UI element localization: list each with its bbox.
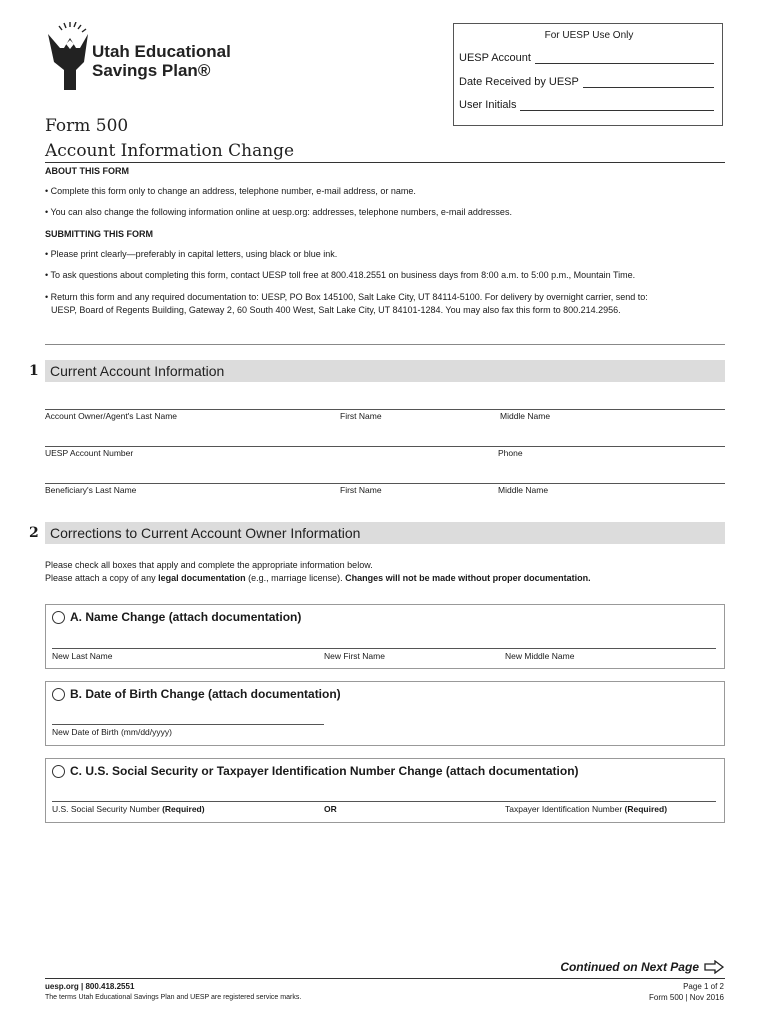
about-rule xyxy=(45,344,725,345)
date-received-label: Date Received by UESP xyxy=(459,76,579,88)
uesp-account-label: UESP Account xyxy=(459,52,531,64)
submitting-bullet-3: • Return this form and any required documentation to: UESP, PO Box 145100, Salt Lake City, UT 84114-5100. For delivery by overnight carrier, send to: xyxy=(45,292,648,302)
new-dob-label: New Date of Birth (mm/dd/yyyy) xyxy=(52,727,172,737)
about-bullet-1: • Complete this form only to change an address, telephone number, e-mail address, or name. xyxy=(45,186,416,196)
new-middle-label: New Middle Name xyxy=(505,651,575,661)
section-2-intro-1: Please check all boxes that apply and complete the appropriate information below. xyxy=(45,560,373,570)
form-title-text: Account Information Change xyxy=(45,141,295,161)
ssn-tin-line[interactable] xyxy=(52,801,716,802)
logo-line2: Savings Plan® xyxy=(92,61,211,80)
account-phone-line[interactable] xyxy=(45,446,725,447)
about-bullet-2: • You can also change the following information online at uesp.org: addresses, telephone numbers, e-mail addresses. xyxy=(45,207,512,217)
dob-change-title-text: B. Date of Birth Change (attach documentation) xyxy=(70,687,341,701)
owner-middle-label: Middle Name xyxy=(500,411,551,421)
section-1-bar xyxy=(45,360,725,382)
phone-label: Phone xyxy=(498,448,523,458)
section-2-bar xyxy=(45,522,725,544)
name-change-box xyxy=(45,604,725,669)
submitting-bullet-1: • Please print clearly—preferably in capital letters, using black or blue ink. xyxy=(45,249,338,259)
ssn-change-radio[interactable] xyxy=(52,765,65,778)
logo-text xyxy=(92,42,231,80)
form-number: Form 500 xyxy=(45,116,129,136)
tin-label-text: Taxpayer Identification Number xyxy=(505,804,625,814)
ssn-label xyxy=(52,804,205,814)
beneficiary-name-line[interactable] xyxy=(45,483,725,484)
tin-required: (Required) xyxy=(624,804,668,814)
continued-next-page xyxy=(560,960,724,974)
submitting-bullet-2: • To ask questions about completing this form, contact UESP toll free at 800.418.2551 on business days from 8:00 a.m. to 5:00 p.m., Mountain Time. xyxy=(45,270,636,280)
new-first-label: New First Name xyxy=(324,651,385,661)
intro2-text-b: legal documentation xyxy=(158,573,246,583)
logo-line1: Utah Educational xyxy=(92,42,231,61)
ssn-change-title-text: C. U.S. Social Security or Taxpayer Identification Number Change (attach documentation) xyxy=(70,764,579,778)
submitting-bullet-3-cont: UESP, Board of Regents Building, Gateway 2, 60 South 400 West, Salt Lake City, UT 84101-1284. You may also fax this form to 800.214.2956. xyxy=(51,305,621,315)
intro2-text-a: Please attach a copy of any xyxy=(45,573,159,583)
new-name-line[interactable] xyxy=(52,648,716,649)
user-initials-label: User Initials xyxy=(459,99,517,111)
ssn-label-text: U.S. Social Security Number xyxy=(52,804,163,814)
footer-rule xyxy=(45,978,725,979)
beneficiary-last-label: Beneficiary's Last Name xyxy=(45,485,137,495)
section-1-title: Current Account Information xyxy=(50,363,225,379)
uesp-use-only-box xyxy=(453,23,723,126)
section-2-number: 2 xyxy=(29,525,39,541)
footer-trademark: The terms Utah Educational Savings Plan and UESP are registered service marks. xyxy=(45,994,302,1001)
title-rule xyxy=(45,162,725,163)
or-label: OR xyxy=(324,804,337,814)
new-last-label: New Last Name xyxy=(52,651,113,661)
dob-change-title[interactable] xyxy=(52,687,341,701)
section-1-number: 1 xyxy=(29,363,39,379)
intro2-text-c: (e.g., marriage license). xyxy=(245,573,346,583)
beneficiary-first-label: First Name xyxy=(340,485,382,495)
account-number-label: UESP Account Number xyxy=(45,448,134,458)
tin-label xyxy=(505,804,667,814)
arrow-right-icon xyxy=(704,960,724,974)
uesp-account-field[interactable] xyxy=(459,52,714,64)
footer-page: Page 1 of 2 xyxy=(683,982,724,991)
user-initials-field[interactable] xyxy=(459,99,714,111)
owner-last-label: Account Owner/Agent's Last Name xyxy=(45,411,178,421)
form-title xyxy=(45,114,294,164)
continued-text: Continued on Next Page xyxy=(560,960,699,974)
name-change-title-text: A. Name Change (attach documentation) xyxy=(70,610,302,624)
about-heading: ABOUT THIS FORM xyxy=(45,166,129,176)
date-received-field[interactable] xyxy=(459,76,714,88)
section-2-title: Corrections to Current Account Owner Information xyxy=(50,525,361,541)
ssn-change-box xyxy=(45,758,725,823)
new-dob-line[interactable] xyxy=(52,724,324,725)
dob-change-radio[interactable] xyxy=(52,688,65,701)
intro2-text-d: Changes will not be made without proper documentation. xyxy=(345,573,591,583)
name-change-title[interactable] xyxy=(52,610,301,624)
beneficiary-middle-label: Middle Name xyxy=(498,485,549,495)
ssn-required: (Required) xyxy=(162,804,205,814)
owner-first-label: First Name xyxy=(340,411,382,421)
name-change-radio[interactable] xyxy=(52,611,65,624)
uesp-use-title: For UESP Use Only xyxy=(544,30,634,41)
owner-name-line[interactable] xyxy=(45,409,725,410)
section-2-intro-2 xyxy=(45,572,725,585)
submitting-heading: SUBMITTING THIS FORM xyxy=(45,229,153,239)
footer-form-date: Form 500 | Nov 2016 xyxy=(648,993,724,1002)
ssn-change-title[interactable] xyxy=(52,764,579,778)
dob-change-box xyxy=(45,681,725,746)
footer-contact: uesp.org | 800.418.2551 xyxy=(45,982,135,991)
